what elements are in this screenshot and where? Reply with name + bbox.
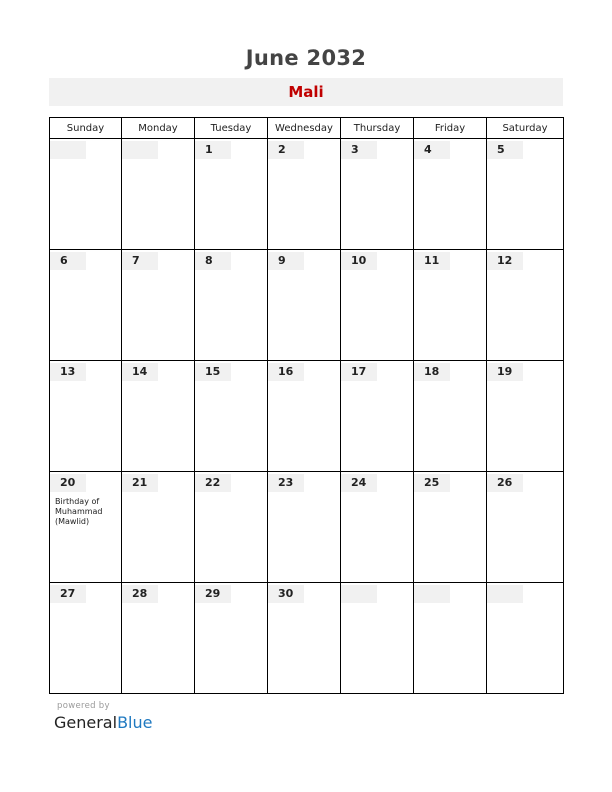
day-cell (268, 361, 341, 472)
day-number: 18 (414, 363, 450, 381)
day-number: 8 (195, 252, 231, 270)
day-number (341, 585, 377, 603)
day-cell (487, 583, 564, 694)
weekday-header: Wednesday (268, 118, 341, 139)
day-number: 23 (268, 474, 304, 492)
day-number: 13 (50, 363, 86, 381)
day-number: 29 (195, 585, 231, 603)
day-cell (414, 583, 487, 694)
day-number: 27 (50, 585, 86, 603)
day-number: 4 (414, 141, 450, 159)
weekday-header: Friday (414, 118, 487, 139)
day-number: 26 (487, 474, 523, 492)
week-row (50, 361, 564, 472)
holiday-label: Birthday of Muhammad (Mawlid) (55, 497, 103, 526)
day-cell (195, 139, 268, 250)
day-number: 16 (268, 363, 304, 381)
day-cell (268, 472, 341, 583)
day-number: 5 (487, 141, 523, 159)
day-cell (341, 139, 414, 250)
week-row (50, 472, 564, 583)
weekday-header: Sunday (50, 118, 122, 139)
country-band (49, 78, 563, 106)
weekday-header: Monday (122, 118, 195, 139)
day-number (122, 141, 158, 159)
day-cell (487, 361, 564, 472)
day-number: 20 (50, 474, 86, 492)
weekday-header: Tuesday (195, 118, 268, 139)
day-cell (195, 250, 268, 361)
calendar-title: June 2032 (245, 46, 367, 70)
day-cell (195, 472, 268, 583)
day-cell (195, 583, 268, 694)
day-cell (487, 250, 564, 361)
brand-general: General (54, 713, 118, 732)
day-cell (50, 250, 122, 361)
day-cell (122, 139, 195, 250)
day-number: 7 (122, 252, 158, 270)
calendar-grid (49, 117, 564, 694)
day-number (487, 585, 523, 603)
country-name: Mali (288, 83, 324, 101)
day-cell (341, 472, 414, 583)
day-number: 6 (50, 252, 86, 270)
week-row (50, 250, 564, 361)
day-number: 12 (487, 252, 523, 270)
day-number: 28 (122, 585, 158, 603)
day-cell (341, 583, 414, 694)
day-number: 25 (414, 474, 450, 492)
weekday-header: Thursday (341, 118, 414, 139)
day-cell (414, 361, 487, 472)
week-row (50, 139, 564, 250)
day-cell (50, 361, 122, 472)
day-number: 9 (268, 252, 304, 270)
week-row (50, 583, 564, 694)
day-cell (414, 250, 487, 361)
day-cell (195, 361, 268, 472)
day-cell (122, 583, 195, 694)
day-cell (268, 250, 341, 361)
day-cell (341, 361, 414, 472)
day-cell (122, 472, 195, 583)
day-cell (487, 472, 564, 583)
day-cell (414, 139, 487, 250)
day-number: 30 (268, 585, 304, 603)
powered-by-text: powered by (57, 701, 110, 711)
day-number: 22 (195, 474, 231, 492)
day-number: 1 (195, 141, 231, 159)
weekday-header: Saturday (487, 118, 564, 139)
day-number: 15 (195, 363, 231, 381)
day-cell (487, 139, 564, 250)
day-cell (122, 250, 195, 361)
day-cell (122, 361, 195, 472)
brand-blue: Blue (117, 713, 153, 732)
day-cell (50, 139, 122, 250)
day-cell (341, 250, 414, 361)
day-number (50, 141, 86, 159)
day-cell (268, 139, 341, 250)
day-cell (50, 472, 122, 583)
day-number: 10 (341, 252, 377, 270)
day-number: 21 (122, 474, 158, 492)
day-cell (414, 472, 487, 583)
generalblue-logo[interactable] (54, 713, 152, 732)
day-number: 17 (341, 363, 377, 381)
day-number: 2 (268, 141, 304, 159)
day-number: 24 (341, 474, 377, 492)
day-cell (50, 583, 122, 694)
day-number: 11 (414, 252, 450, 270)
day-number (414, 585, 450, 603)
day-number: 19 (487, 363, 523, 381)
day-cell (268, 583, 341, 694)
weekday-header-row (50, 118, 564, 139)
day-number: 14 (122, 363, 158, 381)
day-number: 3 (341, 141, 377, 159)
